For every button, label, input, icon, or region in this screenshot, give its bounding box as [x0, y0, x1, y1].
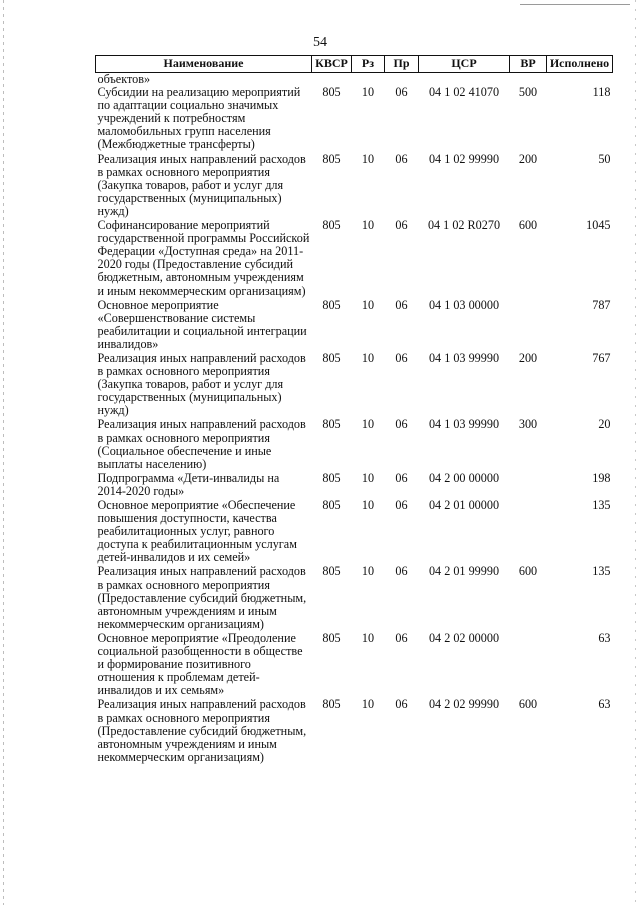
header-rz: Рз — [352, 56, 385, 73]
row-kvsr: 805 — [322, 630, 341, 645]
table-header-row — [96, 56, 613, 73]
row-pr: 06 — [395, 151, 408, 166]
row-name: Основное мероприятие «Совершенствование системы реабилитации и социальной интеграции инвалидов» — [97, 297, 307, 351]
row-vr — [510, 499, 547, 565]
row-vr — [510, 73, 547, 87]
row-vr: 600 — [518, 564, 538, 579]
row-executed: 767 — [592, 350, 611, 365]
row-csr: 04 2 01 00000 — [428, 498, 500, 512]
row-csr: 04 1 03 99990 — [428, 417, 500, 432]
scan-line-top — [520, 4, 630, 5]
row-executed: 787 — [592, 297, 611, 312]
table-row — [96, 219, 613, 299]
row-pr: 06 — [395, 85, 408, 100]
row-executed: 198 — [592, 470, 611, 485]
row-pr: 06 — [395, 470, 408, 485]
row-csr: 04 1 02 R0270 — [427, 218, 501, 233]
row-name: Подпрограмма «Дети-инвалиды на 2014-2020 годы» — [97, 470, 280, 498]
row-vr — [510, 632, 547, 698]
row-name: Основное мероприятие «Обеспечение повышения доступности, качества реабилитационных услуг, равного доступа к реабилитационным услугам детей-инвалидов и их семей» — [97, 498, 297, 565]
row-executed: 63 — [598, 697, 611, 712]
row-csr — [419, 73, 510, 87]
table-row — [96, 632, 613, 698]
row-kvsr: 805 — [322, 297, 341, 312]
row-pr — [385, 73, 419, 87]
row-pr: 06 — [395, 630, 408, 645]
row-rz: 10 — [361, 151, 375, 166]
row-vr: 200 — [518, 350, 538, 365]
row-rz — [352, 73, 385, 87]
row-kvsr: 805 — [322, 470, 341, 485]
row-vr — [510, 299, 547, 352]
row-csr: 04 2 00 00000 — [428, 470, 500, 485]
row-pr: 06 — [395, 417, 408, 432]
row-csr: 04 1 03 00000 — [428, 297, 500, 312]
row-executed: 135 — [592, 498, 611, 512]
table-row — [96, 418, 613, 471]
row-pr: 06 — [395, 297, 408, 312]
row-executed: 135 — [592, 564, 611, 579]
table-row — [96, 698, 613, 764]
row-kvsr: 805 — [322, 218, 341, 233]
row-vr: 600 — [518, 697, 538, 712]
page-number: 54 — [313, 35, 327, 50]
row-vr: 500 — [518, 85, 538, 100]
row-kvsr: 805 — [322, 697, 341, 712]
row-csr: 04 1 02 99990 — [428, 151, 500, 166]
row-kvsr: 805 — [322, 417, 341, 432]
table-row — [96, 565, 613, 631]
table-row — [96, 472, 613, 499]
header-pr: Пр — [385, 56, 419, 73]
row-pr: 06 — [395, 697, 408, 712]
table-row — [96, 86, 613, 152]
header-name: Наименование — [96, 56, 312, 73]
header-csr: ЦСР — [419, 56, 510, 73]
row-csr: 04 1 03 99990 — [428, 350, 500, 365]
row-rz: 10 — [361, 470, 375, 485]
table-row — [96, 299, 613, 352]
row-name: Реализация иных направлений расходов в рамках основного мероприятия (Предоставление субсидий бюджетным, автономным учреждениям и иным некоммерческим организациям) — [97, 697, 307, 764]
row-rz: 10 — [361, 697, 375, 712]
row-csr: 04 2 02 99990 — [428, 697, 500, 712]
row-pr: 06 — [395, 350, 408, 365]
row-name: Субсидии на реализацию мероприятий по адаптации социально значимых учреждений к потребностям маломобильных групп населения (Межбюджетные трансферты) — [97, 85, 301, 152]
table-row — [96, 352, 613, 418]
row-name: объектов» — [97, 72, 151, 86]
row-rz: 10 — [361, 564, 375, 579]
row-rz: 10 — [361, 297, 375, 312]
row-kvsr: 805 — [322, 350, 341, 365]
row-pr: 06 — [395, 564, 408, 579]
row-vr: 600 — [518, 218, 538, 233]
row-vr — [510, 472, 547, 499]
row-name: Софинансирование мероприятий государственной программы Российской Федерации «Доступная среда» на 2011-2020 годы (Предоставление субсидий бюджетным, автономным учреждениям и иным некоммерческим организациям) — [97, 218, 310, 298]
row-kvsr: 805 — [322, 151, 341, 166]
budget-table — [95, 55, 613, 765]
scan-edge-right — [635, 0, 636, 905]
row-rz: 10 — [361, 630, 375, 645]
row-pr: 06 — [395, 218, 408, 233]
row-rz: 10 — [361, 350, 375, 365]
row-name: Реализация иных направлений расходов в рамках основного мероприятия (Социальное обеспечение и иные выплаты населению) — [97, 417, 306, 471]
row-name: Реализация иных направлений расходов в рамках основного мероприятия (Закупка товаров, работ и услуг для государственных (муниципальных) нужд) — [97, 350, 306, 418]
row-pr: 06 — [395, 498, 408, 512]
row-executed — [547, 73, 613, 87]
table-row — [96, 499, 613, 565]
row-executed: 63 — [598, 630, 611, 645]
table-row — [96, 153, 613, 219]
row-executed: 20 — [598, 417, 611, 432]
row-rz: 10 — [361, 218, 375, 233]
row-vr: 200 — [518, 151, 538, 166]
row-name: Реализация иных направлений расходов в рамках основного мероприятия (Закупка товаров, работ и услуг для государственных (муниципальных) нужд) — [97, 151, 306, 218]
header-vr: ВР — [510, 56, 547, 73]
row-name: Реализация иных направлений расходов в рамках основного мероприятия (Предоставление субсидий бюджетным, автономным учреждениям и иным некоммерческим организациям) — [97, 564, 307, 631]
row-kvsr: 805 — [322, 564, 341, 579]
row-rz: 10 — [361, 85, 375, 100]
row-kvsr: 805 — [322, 498, 341, 512]
row-csr: 04 2 02 00000 — [428, 630, 500, 645]
row-name: Основное мероприятие «Преодоление социальной разобщенности в обществе и формирование позитивного отношения к проблемам детей-инвалидов и их семьям» — [97, 630, 303, 698]
row-rz: 10 — [361, 498, 375, 512]
row-rz: 10 — [361, 417, 375, 432]
row-executed: 50 — [598, 151, 611, 166]
row-executed: 118 — [592, 85, 611, 100]
row-csr: 04 1 02 41070 — [428, 85, 500, 100]
row-kvsr: 805 — [322, 85, 341, 100]
header-kvsr: КВСР — [312, 56, 352, 73]
table-row — [96, 73, 613, 87]
row-executed: 1045 — [586, 218, 611, 233]
row-csr: 04 2 01 99990 — [428, 564, 500, 579]
row-kvsr — [312, 73, 352, 87]
row-vr: 300 — [518, 417, 538, 432]
scan-edge-left — [3, 0, 4, 905]
header-executed: Исполнено — [547, 56, 613, 73]
